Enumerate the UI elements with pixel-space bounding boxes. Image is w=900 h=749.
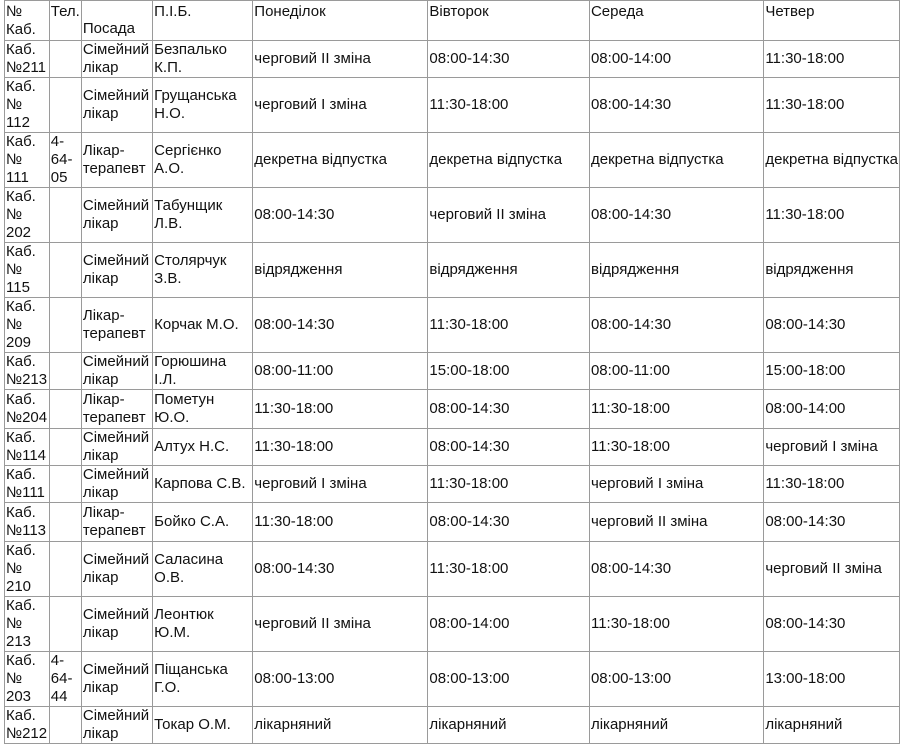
wednesday-cell: 11:30-18:00 bbox=[589, 597, 763, 652]
tel-cell bbox=[49, 41, 81, 78]
thursday-cell: 08:00-14:30 bbox=[764, 298, 900, 353]
cab-cell: Каб. № 210 bbox=[5, 542, 50, 597]
cab-cell: Каб. № 213 bbox=[5, 597, 50, 652]
tuesday-cell: черговий ІІ зміна bbox=[428, 188, 590, 243]
table-row bbox=[5, 243, 900, 298]
name-cell: Грущанська Н.О. bbox=[153, 78, 253, 133]
name-cell: Пометун Ю.О. bbox=[153, 390, 253, 429]
tel-cell bbox=[49, 429, 81, 466]
tuesday-cell: 08:00-14:30 bbox=[428, 41, 590, 78]
thursday-cell: 15:00-18:00 bbox=[764, 353, 900, 390]
wednesday-cell: черговий ІІ зміна bbox=[589, 503, 763, 542]
monday-cell: лікарняний bbox=[253, 707, 428, 744]
cab-cell: Каб. №111 bbox=[5, 466, 50, 503]
table-row bbox=[5, 78, 900, 133]
tel-cell: 4-64-05 bbox=[49, 133, 81, 188]
name-cell: Карпова С.В. bbox=[153, 466, 253, 503]
tuesday-cell: відрядження bbox=[428, 243, 590, 298]
header-wednesday: Середа bbox=[589, 1, 763, 41]
name-cell: Горюшина І.Л. bbox=[153, 353, 253, 390]
tel-cell bbox=[49, 597, 81, 652]
position-cell: Лікар-терапевт bbox=[81, 133, 152, 188]
header-position: Посада bbox=[81, 1, 152, 41]
monday-cell: 11:30-18:00 bbox=[253, 503, 428, 542]
monday-cell: 08:00-14:30 bbox=[253, 542, 428, 597]
wednesday-cell: 08:00-14:30 bbox=[589, 78, 763, 133]
cab-cell: Каб. №212 bbox=[5, 707, 50, 744]
header-tuesday: Вівторок bbox=[428, 1, 590, 41]
table-row bbox=[5, 390, 900, 429]
position-cell: Сімейний лікар bbox=[81, 542, 152, 597]
table-row bbox=[5, 298, 900, 353]
tel-cell: 4-64-44 bbox=[49, 652, 81, 707]
table-row bbox=[5, 466, 900, 503]
tuesday-cell: 15:00-18:00 bbox=[428, 353, 590, 390]
tel-cell bbox=[49, 78, 81, 133]
position-cell: Лікар-терапевт bbox=[81, 503, 152, 542]
cab-cell: Каб. №213 bbox=[5, 353, 50, 390]
name-cell: Леонтюк Ю.М. bbox=[153, 597, 253, 652]
wednesday-cell: 11:30-18:00 bbox=[589, 429, 763, 466]
table-row bbox=[5, 503, 900, 542]
schedule-table bbox=[4, 0, 900, 744]
monday-cell: відрядження bbox=[253, 243, 428, 298]
thursday-cell: черговий ІІ зміна bbox=[764, 542, 900, 597]
name-cell: Сергієнко А.О. bbox=[153, 133, 253, 188]
position-cell: Сімейний лікар bbox=[81, 597, 152, 652]
thursday-cell: декретна відпустка bbox=[764, 133, 900, 188]
header-thursday: Четвер bbox=[764, 1, 900, 41]
thursday-cell: 13:00-18:00 bbox=[764, 652, 900, 707]
name-cell: Безпалько К.П. bbox=[153, 41, 253, 78]
name-cell: Саласина О.В. bbox=[153, 542, 253, 597]
tuesday-cell: 11:30-18:00 bbox=[428, 542, 590, 597]
cab-cell: Каб. №204 bbox=[5, 390, 50, 429]
tel-cell bbox=[49, 503, 81, 542]
position-cell: Лікар-терапевт bbox=[81, 390, 152, 429]
header-name: П.І.Б. bbox=[153, 1, 253, 41]
cab-cell: Каб. № 202 bbox=[5, 188, 50, 243]
monday-cell: 11:30-18:00 bbox=[253, 390, 428, 429]
tel-cell bbox=[49, 707, 81, 744]
monday-cell: черговий І зміна bbox=[253, 466, 428, 503]
tuesday-cell: 08:00-14:30 bbox=[428, 503, 590, 542]
tuesday-cell: 11:30-18:00 bbox=[428, 78, 590, 133]
tel-cell bbox=[49, 353, 81, 390]
header-cab: № Каб. bbox=[5, 1, 50, 41]
header-monday: Понеділок bbox=[253, 1, 428, 41]
thursday-cell: лікарняний bbox=[764, 707, 900, 744]
thursday-cell: 08:00-14:30 bbox=[764, 597, 900, 652]
table-row bbox=[5, 188, 900, 243]
wednesday-cell: лікарняний bbox=[589, 707, 763, 744]
name-cell: Піщанська Г.О. bbox=[153, 652, 253, 707]
table-row bbox=[5, 429, 900, 466]
name-cell: Табунщик Л.В. bbox=[153, 188, 253, 243]
table-row bbox=[5, 707, 900, 744]
name-cell: Бойко С.А. bbox=[153, 503, 253, 542]
monday-cell: 08:00-11:00 bbox=[253, 353, 428, 390]
tuesday-cell: лікарняний bbox=[428, 707, 590, 744]
tuesday-cell: 08:00-14:00 bbox=[428, 597, 590, 652]
wednesday-cell: 08:00-14:00 bbox=[589, 41, 763, 78]
thursday-cell: 08:00-14:00 bbox=[764, 390, 900, 429]
table-row bbox=[5, 597, 900, 652]
name-cell: Столярчук З.В. bbox=[153, 243, 253, 298]
cab-cell: Каб. №114 bbox=[5, 429, 50, 466]
position-cell: Сімейний лікар bbox=[81, 429, 152, 466]
wednesday-cell: 08:00-11:00 bbox=[589, 353, 763, 390]
wednesday-cell: 08:00-13:00 bbox=[589, 652, 763, 707]
tuesday-cell: декретна відпустка bbox=[428, 133, 590, 188]
cab-cell: Каб. № 203 bbox=[5, 652, 50, 707]
table-row bbox=[5, 652, 900, 707]
wednesday-cell: 08:00-14:30 bbox=[589, 188, 763, 243]
table-row bbox=[5, 41, 900, 78]
position-cell: Лікар-терапевт bbox=[81, 298, 152, 353]
header-tel: Тел. bbox=[49, 1, 81, 41]
position-cell: Сімейний лікар bbox=[81, 353, 152, 390]
monday-cell: черговий ІІ зміна bbox=[253, 597, 428, 652]
thursday-cell: відрядження bbox=[764, 243, 900, 298]
cab-cell: Каб. №113 bbox=[5, 503, 50, 542]
tuesday-cell: 08:00-14:30 bbox=[428, 429, 590, 466]
wednesday-cell: 08:00-14:30 bbox=[589, 298, 763, 353]
tel-cell bbox=[49, 542, 81, 597]
tuesday-cell: 08:00-13:00 bbox=[428, 652, 590, 707]
cab-cell: Каб. № 112 bbox=[5, 78, 50, 133]
monday-cell: 08:00-13:00 bbox=[253, 652, 428, 707]
cab-cell: Каб. № 111 bbox=[5, 133, 50, 188]
thursday-cell: 11:30-18:00 bbox=[764, 78, 900, 133]
name-cell: Корчак М.О. bbox=[153, 298, 253, 353]
thursday-cell: 11:30-18:00 bbox=[764, 41, 900, 78]
name-cell: Токар О.М. bbox=[153, 707, 253, 744]
thursday-cell: черговий І зміна bbox=[764, 429, 900, 466]
name-cell: Алтух Н.С. bbox=[153, 429, 253, 466]
wednesday-cell: 08:00-14:30 bbox=[589, 542, 763, 597]
thursday-cell: 11:30-18:00 bbox=[764, 466, 900, 503]
position-cell: Сімейний лікар bbox=[81, 652, 152, 707]
position-cell: Сімейний лікар bbox=[81, 41, 152, 78]
tel-cell bbox=[49, 188, 81, 243]
thursday-cell: 11:30-18:00 bbox=[764, 188, 900, 243]
wednesday-cell: черговий І зміна bbox=[589, 466, 763, 503]
table-row bbox=[5, 133, 900, 188]
tel-cell bbox=[49, 243, 81, 298]
monday-cell: черговий ІІ зміна bbox=[253, 41, 428, 78]
cab-cell: Каб. № 115 bbox=[5, 243, 50, 298]
table-row bbox=[5, 353, 900, 390]
tel-cell bbox=[49, 390, 81, 429]
position-cell: Сімейний лікар bbox=[81, 466, 152, 503]
cab-cell: Каб. №211 bbox=[5, 41, 50, 78]
position-cell: Сімейний лікар bbox=[81, 243, 152, 298]
position-cell: Сімейний лікар bbox=[81, 707, 152, 744]
table-row bbox=[5, 542, 900, 597]
position-cell: Сімейний лікар bbox=[81, 78, 152, 133]
monday-cell: 08:00-14:30 bbox=[253, 188, 428, 243]
tuesday-cell: 08:00-14:30 bbox=[428, 390, 590, 429]
tel-cell bbox=[49, 466, 81, 503]
monday-cell: черговий І зміна bbox=[253, 78, 428, 133]
tel-cell bbox=[49, 298, 81, 353]
position-cell: Сімейний лікар bbox=[81, 188, 152, 243]
header-row bbox=[5, 1, 900, 41]
wednesday-cell: 11:30-18:00 bbox=[589, 390, 763, 429]
monday-cell: 08:00-14:30 bbox=[253, 298, 428, 353]
tuesday-cell: 11:30-18:00 bbox=[428, 298, 590, 353]
monday-cell: 11:30-18:00 bbox=[253, 429, 428, 466]
wednesday-cell: декретна відпустка bbox=[589, 133, 763, 188]
tuesday-cell: 11:30-18:00 bbox=[428, 466, 590, 503]
thursday-cell: 08:00-14:30 bbox=[764, 503, 900, 542]
cab-cell: Каб. № 209 bbox=[5, 298, 50, 353]
wednesday-cell: відрядження bbox=[589, 243, 763, 298]
monday-cell: декретна відпустка bbox=[253, 133, 428, 188]
